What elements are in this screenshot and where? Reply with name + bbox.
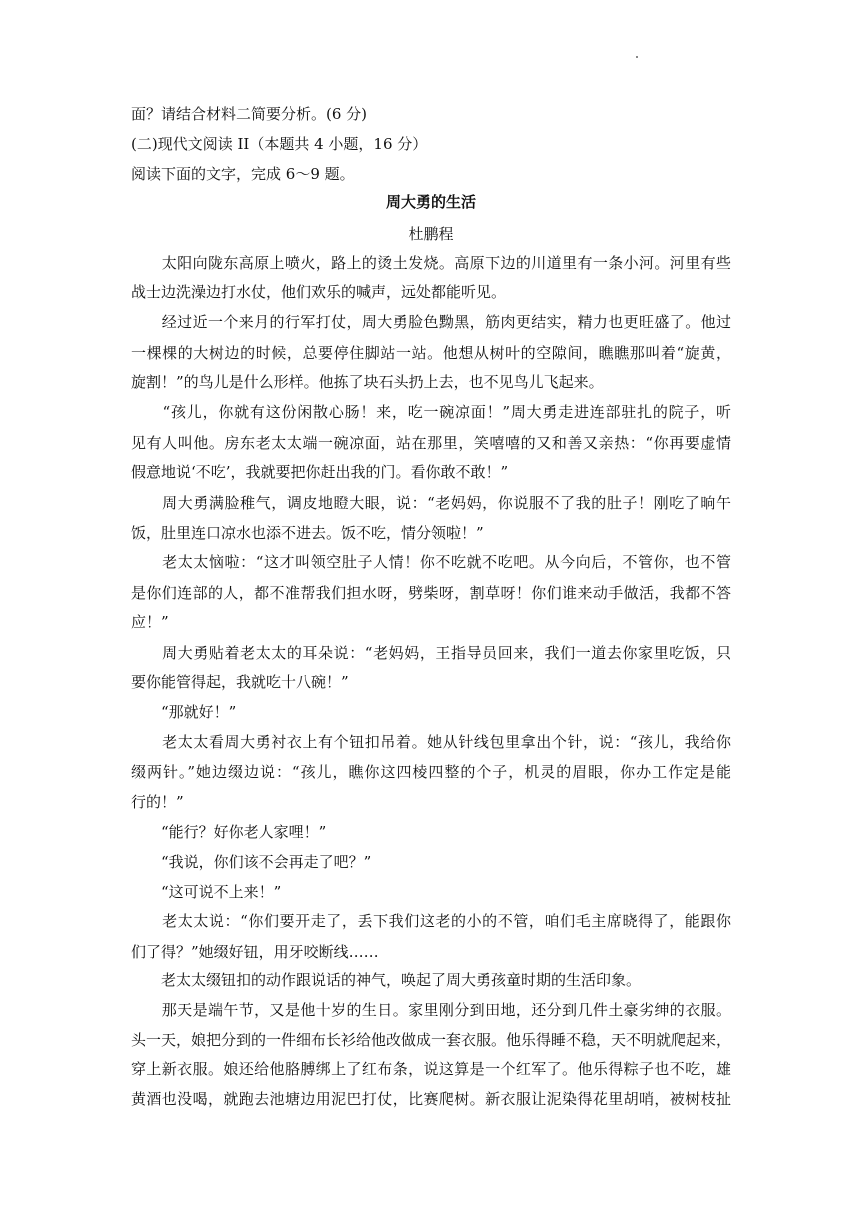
body-line: “我说，你们该不会再走了吧？” (131, 853, 372, 871)
body-line: 周大勇满脸稚气，调皮地瞪大眼，说：“老妈妈，你说服不了我的肚子！刚吃了晌午 (131, 494, 731, 512)
body-line: 太阳向陇东高原上喷火，路上的烫土发烧。高原下边的川道里有一条小河。河里有些 (131, 254, 731, 272)
body-line: “这可说不上来！” (131, 883, 282, 901)
body-line: 周大勇贴着老太太的耳朵说：“老妈妈，王指导员回来，我们一道去你家里吃饭，只 (131, 644, 731, 662)
body-line: 见有人叫他。房东老太太端一碗凉面，站在那里，笑嘻嘻的又和善又亲热：“你再要虚情 (131, 434, 731, 452)
body-line: 穿上新衣服。娘还给他胳膊绑上了红布条，说这算是一个红军了。他乐得粽子也不吃，雄 (131, 1060, 731, 1078)
body-line: 旋割！”的鸟儿是什么形样。他拣了块石头扔上去，也不见鸟儿飞起来。 (131, 373, 604, 391)
body-line: 黄酒也没喝，就跑去池塘边用泥巴打仗，比赛爬树。新衣服让泥染得花里胡哨，被树枝扯 (131, 1090, 731, 1108)
body-line: 头一天，娘把分到的一件细布长衫给他改做成一套衣服。他乐得睡不稳，天不明就爬起来， (131, 1031, 731, 1049)
body-line: 老太太缀钮扣的动作跟说话的神气，唤起了周大勇孩童时期的生活印象。 (131, 971, 642, 989)
question-tail-line: 面？请结合材料二简要分析。(6 分) (131, 105, 368, 123)
section-heading: (二)现代文阅读 II（本题共 4 小题，16 分） (131, 135, 428, 153)
body-line: “孩儿，你就有这份闲散心肠！来，吃一碗凉面！”周大勇走进连部驻扎的院子，听 (131, 403, 731, 421)
body-line: 假意地说‘不吃’，我就要把你赶出我的门。看你敢不敢！” (131, 463, 509, 481)
body-line: 缀两针。”她边缀边说：“孩儿，瞧你这四棱四整的个子，机灵的眉眼，你办工作定是能 (131, 763, 731, 781)
body-line: 经过近一个来月的行军打仗，周大勇脸色黝黑，筋肉更结实，精力也更旺盛了。他过 (131, 313, 731, 331)
article-author: 杜鹏程 (408, 225, 454, 243)
body-line: 那天是端午节，又是他十岁的生日。家里刚分到田地，还分到几件土豪劣绅的衣服。 (131, 1001, 731, 1019)
body-line: “能行？好你老人家哩！” (131, 823, 327, 841)
body-line: 们了得？”她缀好钮，用牙咬断线…… (131, 943, 379, 961)
body-line: 老太太说：“你们要开走了，丢下我们这老的小的不管，咱们毛主席晓得了，能跟你 (131, 912, 731, 930)
body-line: 老太太看周大勇衬衣上有个钮扣吊着。她从针线包里拿出个针，说：“孩儿，我给你 (131, 733, 731, 751)
body-line: 是你们连部的人，都不准帮我们担水呀，劈柴呀，割草呀！你们谁来动手做活，我都不答 (131, 584, 731, 602)
body-line: 要你能管得起，我就吃十八碗！” (131, 673, 349, 691)
body-line: 老太太恼啦：“这才叫领空肚子人情！你不吃就不吃吧。从今向后，不管你，也不管 (131, 553, 731, 571)
body-line: 一棵棵的大树边的时候，总要停住脚站一站。他想从树叶的空隙间，瞧瞧那叫着“旋黄， (131, 344, 731, 362)
body-line: 战士边洗澡边打水仗，他们欢乐的喊声，远处都能听见。 (131, 283, 507, 301)
body-line: 饭，肚里连口凉水也添不进去。饭不吃，情分领啦！” (131, 524, 484, 542)
body-line: 行的！” (131, 793, 184, 811)
article-title: 周大勇的生活 (385, 193, 476, 211)
body-line: “那就好！” (131, 703, 237, 721)
page-mark (636, 56, 638, 58)
reading-instruction: 阅读下面的文字，完成 6～9 题。 (131, 165, 355, 183)
body-line: 应！” (131, 613, 169, 631)
